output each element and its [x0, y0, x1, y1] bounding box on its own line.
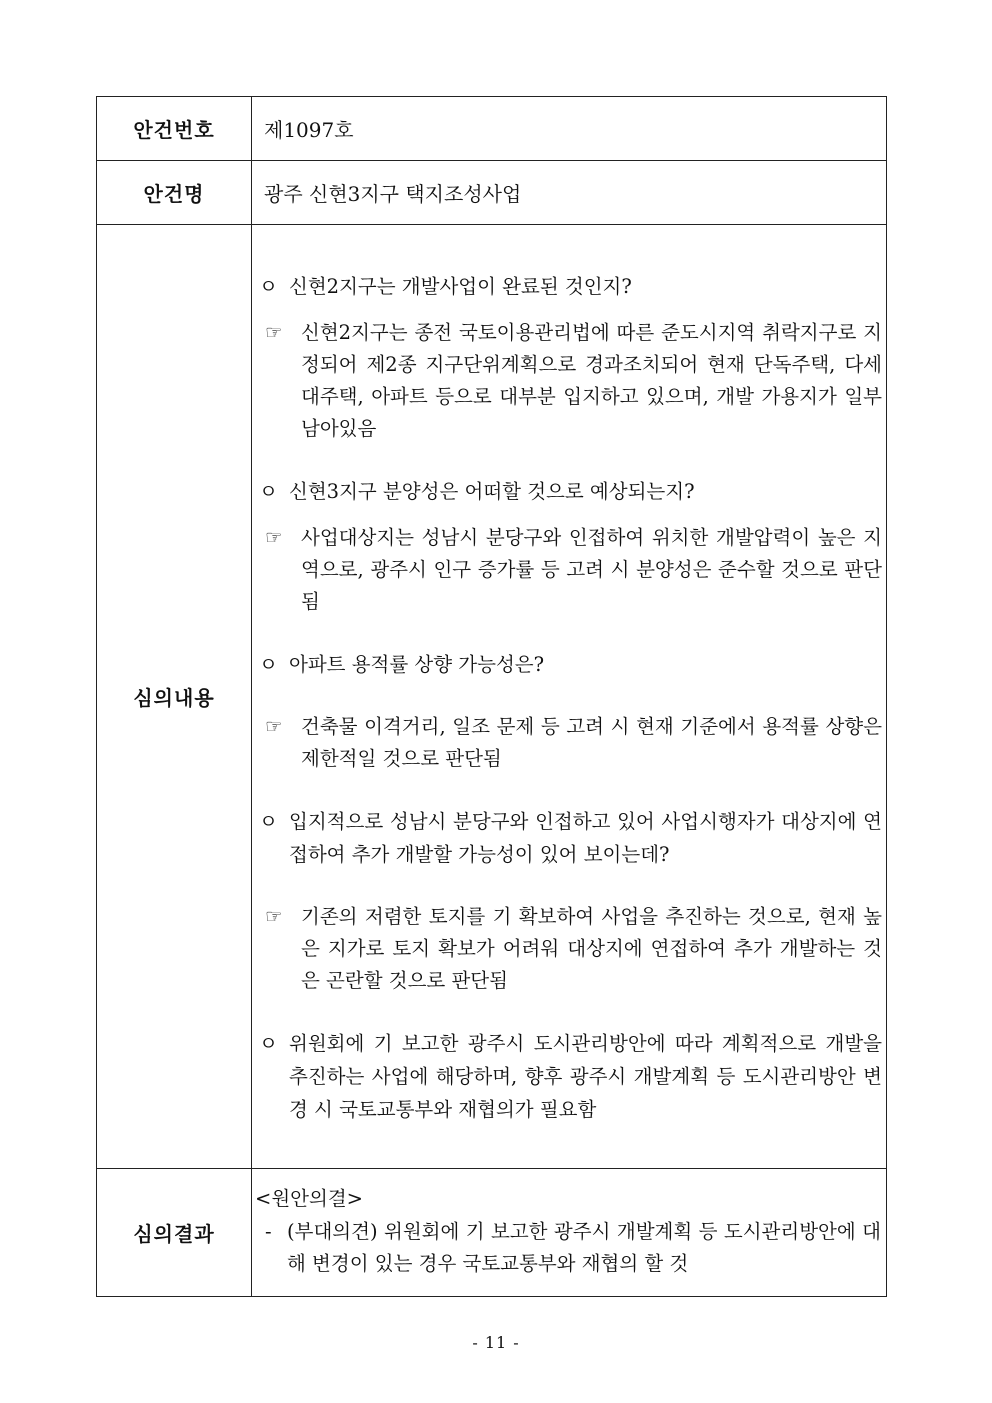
- review-result-label: 심의결과: [97, 1169, 252, 1297]
- agenda-title-label: 안건명: [97, 161, 252, 225]
- circle-bullet-icon: ㅇ: [259, 274, 278, 298]
- answer-2: [265, 522, 882, 618]
- pointing-hand-icon: ☞: [265, 525, 283, 549]
- review-content-row: [97, 225, 887, 1169]
- review-content-cell: [252, 225, 887, 1169]
- answer-text: 신현2지구는 종전 국토이용관리법에 따른 준도시지역 취락지구로 지정되어 제2종 지구단위계획으로 경과조치되어 현재 단독주택, 다세대주택, 아파트 등으로 대부분 입지하고 있으며, 개발 가용지가 일부 남아있음: [301, 320, 882, 440]
- question-1: [259, 270, 882, 303]
- question-text: 신현3지구 분양성은 어떠할 것으로 예상되는지?: [289, 479, 695, 503]
- answer-text: 건축물 이격거리, 일조 문제 등 고려 시 현재 기준에서 용적률 상향은 제한적일 것으로 판단됨: [301, 714, 882, 770]
- question-text: 입지적으로 성남시 분당구와 인접하고 있어 사업시행자가 대상지에 연접하여 추가 개발할 가능성이 있어 보이는데?: [289, 809, 882, 866]
- agenda-number-row: [97, 97, 887, 161]
- review-table: [96, 96, 887, 1297]
- agenda-number-value: 제1097호: [252, 97, 887, 161]
- question-4: [259, 805, 882, 871]
- agenda-title-row: [97, 161, 887, 225]
- circle-bullet-icon: ㅇ: [259, 1031, 278, 1055]
- question-text: 아파트 용적률 상향 가능성은?: [289, 652, 545, 676]
- circle-bullet-icon: ㅇ: [259, 809, 278, 833]
- answer-text: 기존의 저렴한 토지를 기 확보하여 사업을 추진하는 것으로, 현재 높은 지가로 토지 확보가 어려워 대상지에 연접하여 추가 개발하는 것은 곤란할 것으로 판단됨: [301, 904, 882, 992]
- result-item: [265, 1216, 881, 1280]
- page-number: - 11 -: [472, 1333, 520, 1352]
- review-result-cell: [252, 1169, 887, 1297]
- answer-1: [265, 317, 882, 445]
- pointing-hand-icon: ☞: [265, 320, 283, 344]
- statement-text: 위원회에 기 보고한 광주시 도시관리방안에 따라 계획적으로 개발을 추진하는 사업에 해당하며, 향후 광주시 개발계획 등 도시관리방안 변경 시 국토교통부와 재협의가 필요함: [289, 1031, 882, 1121]
- result-heading: <원안의결>: [255, 1187, 364, 1210]
- answer-3: [265, 711, 882, 775]
- question-text: 신현2지구는 개발사업이 완료된 것인지?: [289, 274, 632, 298]
- pointing-hand-icon: ☞: [265, 904, 283, 928]
- result-item-text: (부대의견) 위원회에 기 보고한 광주시 개발계획 등 도시관리방안에 대해 변경이 있는 경우 국토교통부와 재협의 할 것: [287, 1220, 881, 1275]
- circle-bullet-icon: ㅇ: [259, 479, 278, 503]
- review-content-label: 심의내용: [97, 225, 252, 1169]
- question-2: [259, 475, 882, 508]
- answer-4: [265, 901, 882, 997]
- dash-bullet-icon: -: [265, 1220, 272, 1243]
- review-result-row: [97, 1169, 887, 1297]
- agenda-number-label: 안건번호: [97, 97, 252, 161]
- answer-text: 사업대상지는 성남시 분당구와 인접하여 위치한 개발압력이 높은 지역으로, 광주시 인구 증가률 등 고려 시 분양성은 준수할 것으로 판단됨: [301, 525, 882, 613]
- agenda-title-value: 광주 신현3지구 택지조성사업: [252, 161, 887, 225]
- circle-bullet-icon: ㅇ: [259, 652, 278, 676]
- statement-5: [259, 1027, 882, 1126]
- pointing-hand-icon: ☞: [265, 714, 283, 738]
- question-3: [259, 648, 882, 681]
